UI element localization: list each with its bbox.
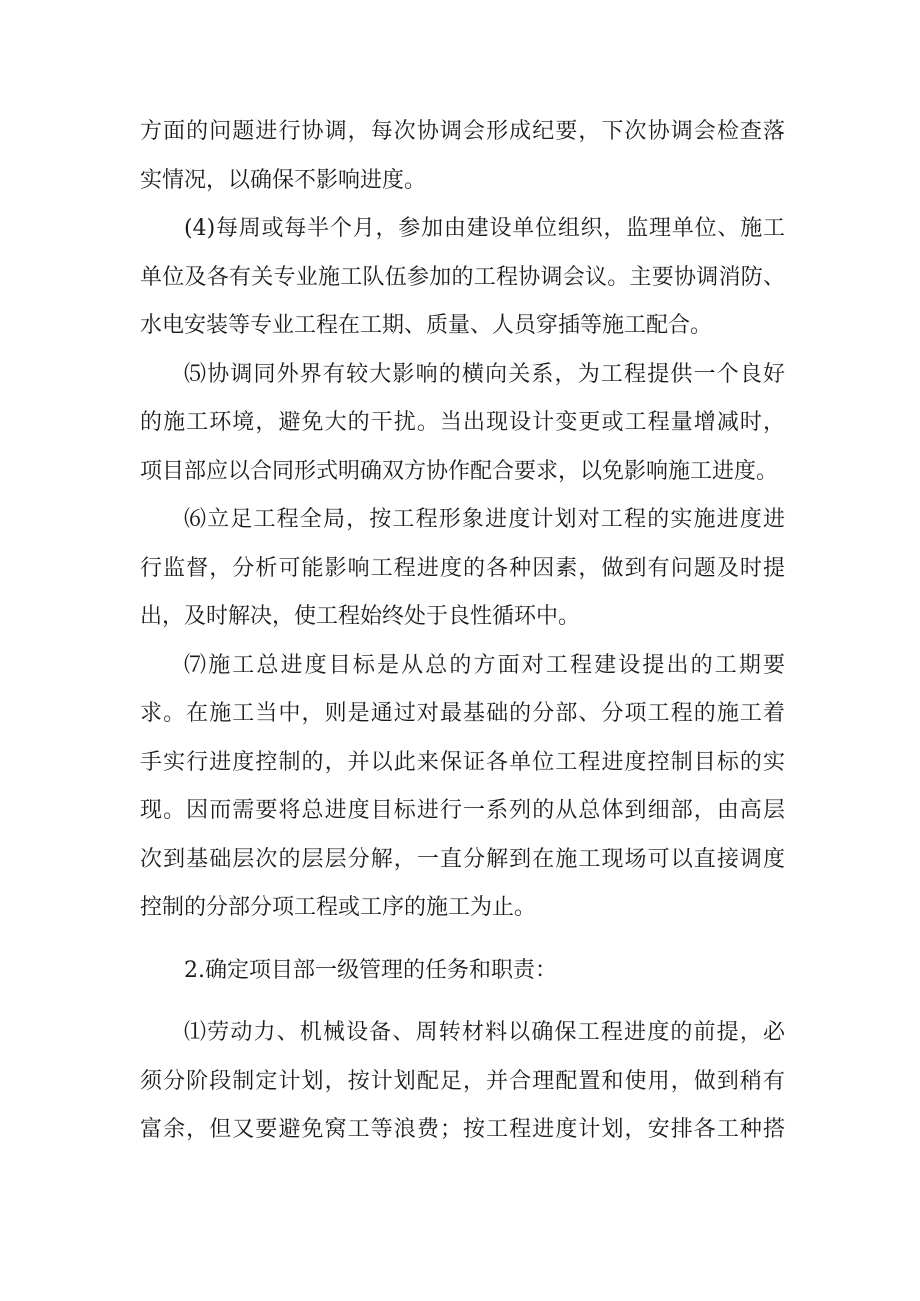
text-line: 行监督，分析可能影响工程进度的各种因素，做到有问题及时提	[140, 555, 785, 581]
text-line: (4)每周或每半个月，参加由建设单位组织，监理单位、施工	[184, 216, 785, 241]
text-line: ⑸协调同外界有较大影响的横向关系，为工程提供一个良好	[184, 361, 785, 387]
text-line: ⑴劳动力、机械设备、周转材料以确保工程进度的前提，必	[184, 1020, 785, 1045]
text-line: 单位及各有关专业施工队伍参加的工程协调会议。主要协调消防、	[140, 264, 785, 290]
text-line: 须分阶段制定计划，按计划配足，并合理配置和使用，做到稍有	[140, 1068, 785, 1094]
text-line: 项目部应以合同形式明确双方协作配合要求，以免影响施工进度。	[140, 458, 779, 484]
document-body	[140, 108, 785, 1155]
text-line: ⑺施工总进度目标是从总的方面对工程建设提出的工期要	[184, 652, 785, 678]
text-line: ⑹立足工程全局，按工程形象进度计划对工程的实施进度进	[184, 507, 785, 532]
text-line: 富余，但又要避免窝工等浪费；按工程进度计划，安排各工种搭	[140, 1117, 785, 1142]
paragraph-gap	[140, 933, 785, 947]
paragraph-gap	[140, 995, 785, 1009]
text-line: 出，及时解决，使工程始终处于良性循环中。	[140, 604, 581, 629]
text-line: 求。在施工当中，则是通过对最基础的分部、分项工程的施工着	[140, 701, 785, 726]
text-line: 次到基础层次的层层分解，一直分解到在施工现场可以直接调度	[140, 846, 785, 872]
text-line: 的施工环境，避免大的干扰。当出现设计变更或工程量增减时，	[140, 410, 785, 435]
text-line: 实情况，以确保不影响进度。	[140, 167, 427, 193]
text-line: 现。因而需要将总进度目标进行一系列的从总体到细部，由高层	[140, 798, 785, 823]
text-line: 方面的问题进行协调，每次协调会形成纪要，下次协调会检查落	[140, 119, 785, 144]
text-line: 手实行进度控制的，并以此来保证各单位工程进度控制目标的实	[140, 749, 785, 775]
text-line: 控制的分部分项工程或工序的施工为止。	[140, 895, 537, 920]
text-line: 水电安装等专业工程在工期、质量、人员穿插等施工配合。	[140, 313, 713, 338]
text-line: 2.确定项目部一级管理的任务和职责：	[184, 957, 557, 983]
